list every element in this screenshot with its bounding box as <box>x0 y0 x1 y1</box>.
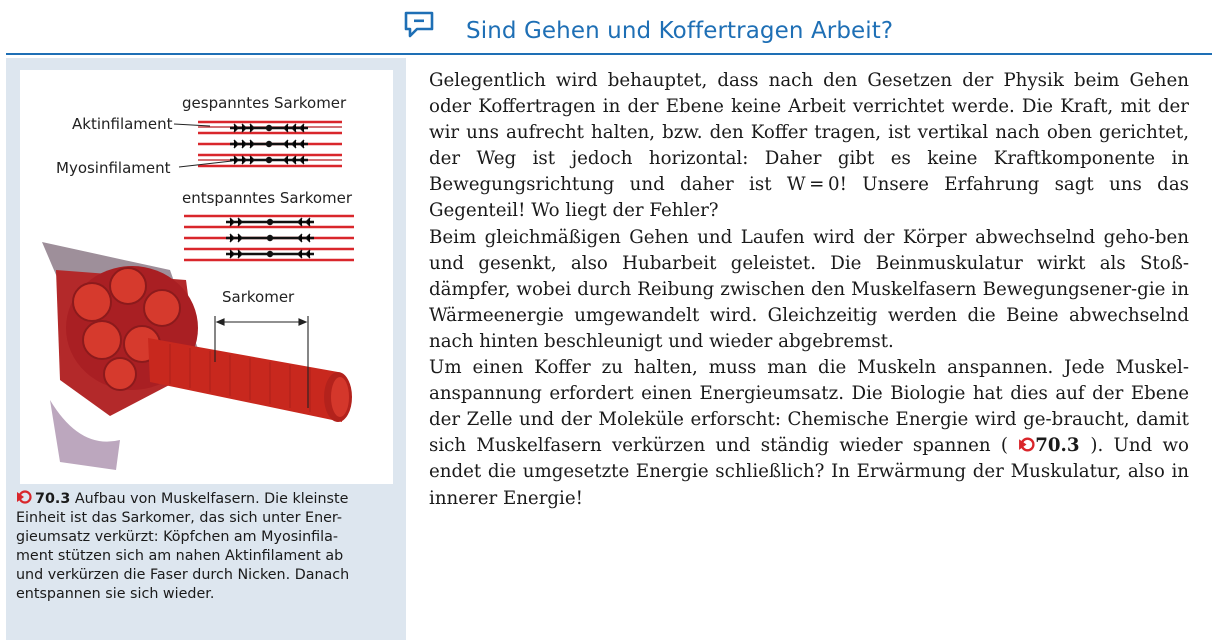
page-title: Sind Gehen und Koffertragen Arbeit? <box>466 18 894 44</box>
label-myosin-filament: Myosinfilament <box>56 159 171 177</box>
label-sarcomere: Sarkomer <box>222 288 295 306</box>
caption-line-6: entspannen sie sich wieder. <box>16 586 215 602</box>
body-text <box>429 68 1189 512</box>
paragraph-1: Gelegentlich wird behauptet, dass nach den Gesetzen der Physik beim Gehen oder Koffertragen in der Ebene keine Arbeit verrichtet werde. Die Kraft, mit der wir uns aufrecht halten, bzw. den Koffer tragen, ist vertikal nach oben gerichtet, der Weg ist jedoch horizontal: Daher gibt es keine Kraftkomponente in Bewegungsrichtung und daher ist W = 0! Unsere Erfahrung sagt uns das Gegenteil! Wo liegt der Fehler? <box>429 70 1189 222</box>
caption-figure-number: 70.3 <box>35 491 71 507</box>
label-tensed-sarcomere: gespanntes Sarkomer <box>182 94 347 112</box>
figure-caption <box>16 490 396 604</box>
paragraph-2: Beim gleichmäßigen Gehen und Laufen wird der Körper abwechselnd geho-ben und gesenkt, also Hubarbeit geleistet. Die Beinmuskulatur wirkt als Stoß-dämpfer, wobei durch Reibung zwischen den Muskelfasern Bewegungsener-gie in Wärmeenergie umgewandelt wird. Gleichzeitig werden die Beine abwechselnd nach hinten beschleunigt und wieder abgebremst. <box>429 226 1189 352</box>
label-actin-filament: Aktinfilament <box>72 115 173 133</box>
header-rule <box>6 53 1212 55</box>
caption-line-4: ment stützen sich am nahen Aktinfilament ab <box>16 548 344 564</box>
caption-line-3: gieumsatz verkürzt: Köpfchen am Myosinfila- <box>16 529 339 545</box>
caption-line-2: Einheit ist das Sarkomer, das sich unter Ener- <box>16 510 343 526</box>
caption-line-5: und verkürzen die Faser durch Nicken. Danach <box>16 567 350 583</box>
speech-bubble-icon <box>403 10 435 40</box>
inline-figure-reference: 70.3 <box>1035 435 1091 457</box>
figure-sidebar <box>6 58 406 640</box>
label-relaxed-sarcomere: entspanntes Sarkomer <box>182 189 353 207</box>
paragraph-3: Um einen Koffer zu halten, muss man die Muskeln anspannen. Jede Muskel-anspannung erfordert einen Energieumsatz. Die Biologie hat dies auf der Ebene der Zelle und der Moleküle erforscht: Chemische Energie wird ge-braucht, damit sich Muskelfasern verkürzen und ständig wieder spannen ( 70.3 ). Und wo endet die umgesetzte Energie schließlich? In Erwärmung der Muskulatur, also in innerer Energie! <box>429 357 1189 509</box>
muscle-fiber-bundle <box>42 242 352 470</box>
section-header <box>0 0 1218 58</box>
muscle-figure <box>20 70 393 484</box>
figure-reference-icon <box>16 490 32 504</box>
caption-line-1: 70.3 Aufbau von Muskelfasern. Die kleinste <box>16 491 348 507</box>
figure-reference-icon <box>1018 437 1035 452</box>
